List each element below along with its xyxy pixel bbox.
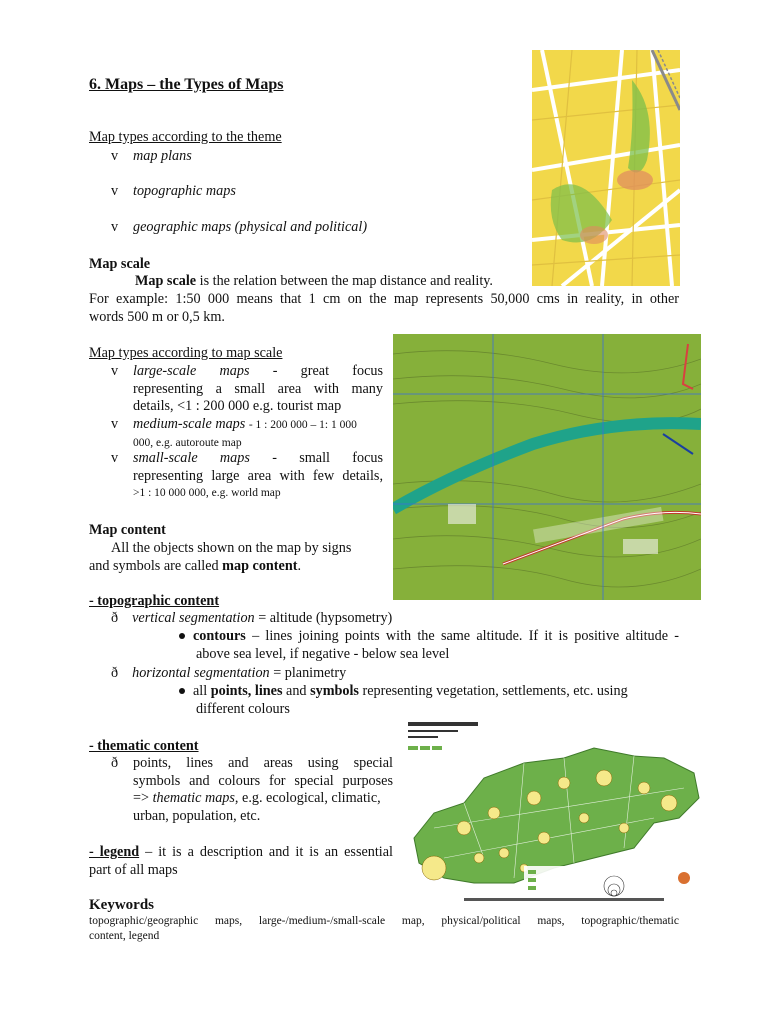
scale-term: Map scale [135, 273, 197, 289]
theme-item-3 [111, 219, 368, 237]
legend-term: - legend [89, 844, 140, 860]
medium-scale-term: medium-scale maps [133, 416, 246, 432]
content-term: map content [222, 558, 298, 574]
thematic-line3-pre: => [133, 790, 153, 806]
large-scale-desc: - great focus [272, 363, 383, 379]
thematic-line4: urban, population, etc. [133, 807, 261, 824]
contours-term: contours [193, 628, 246, 644]
contours-line2: above sea level, if negative - below sea level [196, 645, 450, 662]
all-word: all [193, 683, 211, 699]
topographic-map [393, 334, 701, 600]
arrow-bullet: ð [111, 755, 119, 771]
topo-horizontal [111, 665, 346, 683]
medium-scale-line2: 000, e.g. autoroute map [133, 436, 242, 449]
legend-line2: part of all maps [89, 861, 178, 878]
scale-example-line2: words 500 m or 0,5 km. [89, 309, 225, 325]
planimetry-line2: different colours [196, 700, 290, 717]
thematic-heading: - thematic content [89, 738, 199, 754]
thematic-map [404, 718, 704, 906]
vertical-term: vertical segmentation [132, 610, 255, 626]
topo-vertical [111, 610, 392, 628]
legend-desc: – it is a description and it is an essential [139, 844, 393, 860]
scale-def-text: is the relation between the map distance and reality. [196, 273, 493, 289]
scale-example-line1: For example: 1:50 000 means that 1 cm on the map represents 50,000 cms in reality, in other [89, 291, 679, 307]
planimetry-item [179, 683, 679, 718]
thematic-term: thematic maps [152, 790, 235, 806]
arrow-bullet: ð [111, 665, 119, 681]
bullet-v: v [111, 219, 119, 235]
dot-bullet [179, 688, 185, 694]
symbols-term: symbols [310, 683, 359, 699]
topo-heading: - topographic content [89, 593, 220, 609]
and-word: and [282, 683, 311, 699]
contours-item [179, 628, 679, 663]
small-scale-item [111, 450, 383, 503]
thematic-line2: symbols and colours for special purposes [133, 772, 393, 789]
bullet-v: v [111, 148, 119, 164]
thematic-map-image [404, 718, 704, 906]
arrow-bullet: ð [111, 610, 119, 626]
page-title: 6. Maps – the Types of Maps [89, 76, 284, 93]
content-line2-post: . [297, 558, 301, 574]
bullet-v: v [111, 416, 119, 432]
keywords-line2: content, legend [89, 930, 160, 942]
bullet-v: v [111, 183, 119, 199]
medium-scale-item [111, 416, 383, 452]
scale-heading: Map scale [89, 256, 151, 272]
bullet-v: v [111, 450, 119, 466]
large-scale-line3: details, <1 : 200 000 e.g. tourist map [133, 398, 342, 414]
medium-scale-desc: - 1 : 200 000 – 1: 1 000 [248, 419, 357, 431]
scale-types-heading: Map types according to map scale [89, 345, 283, 361]
bullet-v: v [111, 363, 119, 379]
horizontal-term: horizontal segmentation [132, 665, 270, 681]
theme-item-2 [111, 183, 236, 201]
topographic-map-image [393, 334, 701, 600]
content-line2 [89, 558, 301, 576]
large-scale-term: large-scale maps [133, 363, 250, 379]
city-plan-image [532, 50, 680, 286]
theme-heading: Map types according to the theme [89, 129, 282, 145]
legend-item [89, 844, 393, 879]
horizontal-desc: = planimetry [269, 665, 347, 681]
small-scale-line3: >1 : 10 000 000, e.g. world map [133, 487, 281, 499]
content-line1: All the objects shown on the map by signs [111, 540, 352, 556]
contours-desc: – lines joining points with the same altitude. If it is positive altitude - [245, 628, 679, 644]
thematic-line3-post: , e.g. ecological, climatic, [234, 790, 381, 806]
small-scale-term: small-scale maps [133, 450, 250, 466]
scale-definition [135, 273, 493, 291]
large-scale-line2: representing a small area with many [133, 380, 383, 397]
content-line2-pre: and symbols are called [89, 558, 223, 574]
keywords-line1: topographic/geographic maps, large-/medium-/small-scale map, physical/political maps, topographic/thematic [89, 915, 679, 927]
theme-item-text: topographic maps [133, 183, 236, 199]
thematic-line1: points, lines and areas using special [133, 755, 393, 771]
city-plan-map [532, 50, 680, 286]
theme-item-text: geographic maps (physical and political) [133, 219, 368, 235]
small-scale-line2: representing large area with few details, [133, 467, 383, 484]
small-scale-desc: - small focus [272, 450, 384, 466]
content-heading: Map content [89, 522, 166, 538]
theme-item-1 [111, 148, 192, 166]
points-lines-term: points, lines [210, 683, 283, 699]
planimetry-desc: representing vegetation, settlements, etc. using [358, 683, 628, 699]
large-scale-item [111, 363, 383, 416]
thematic-item [111, 755, 393, 825]
dot-bullet [179, 633, 185, 639]
theme-item-text: map plans [133, 148, 192, 164]
vertical-desc: = altitude (hypsometry) [254, 610, 393, 626]
keywords-heading: Keywords [89, 897, 154, 913]
